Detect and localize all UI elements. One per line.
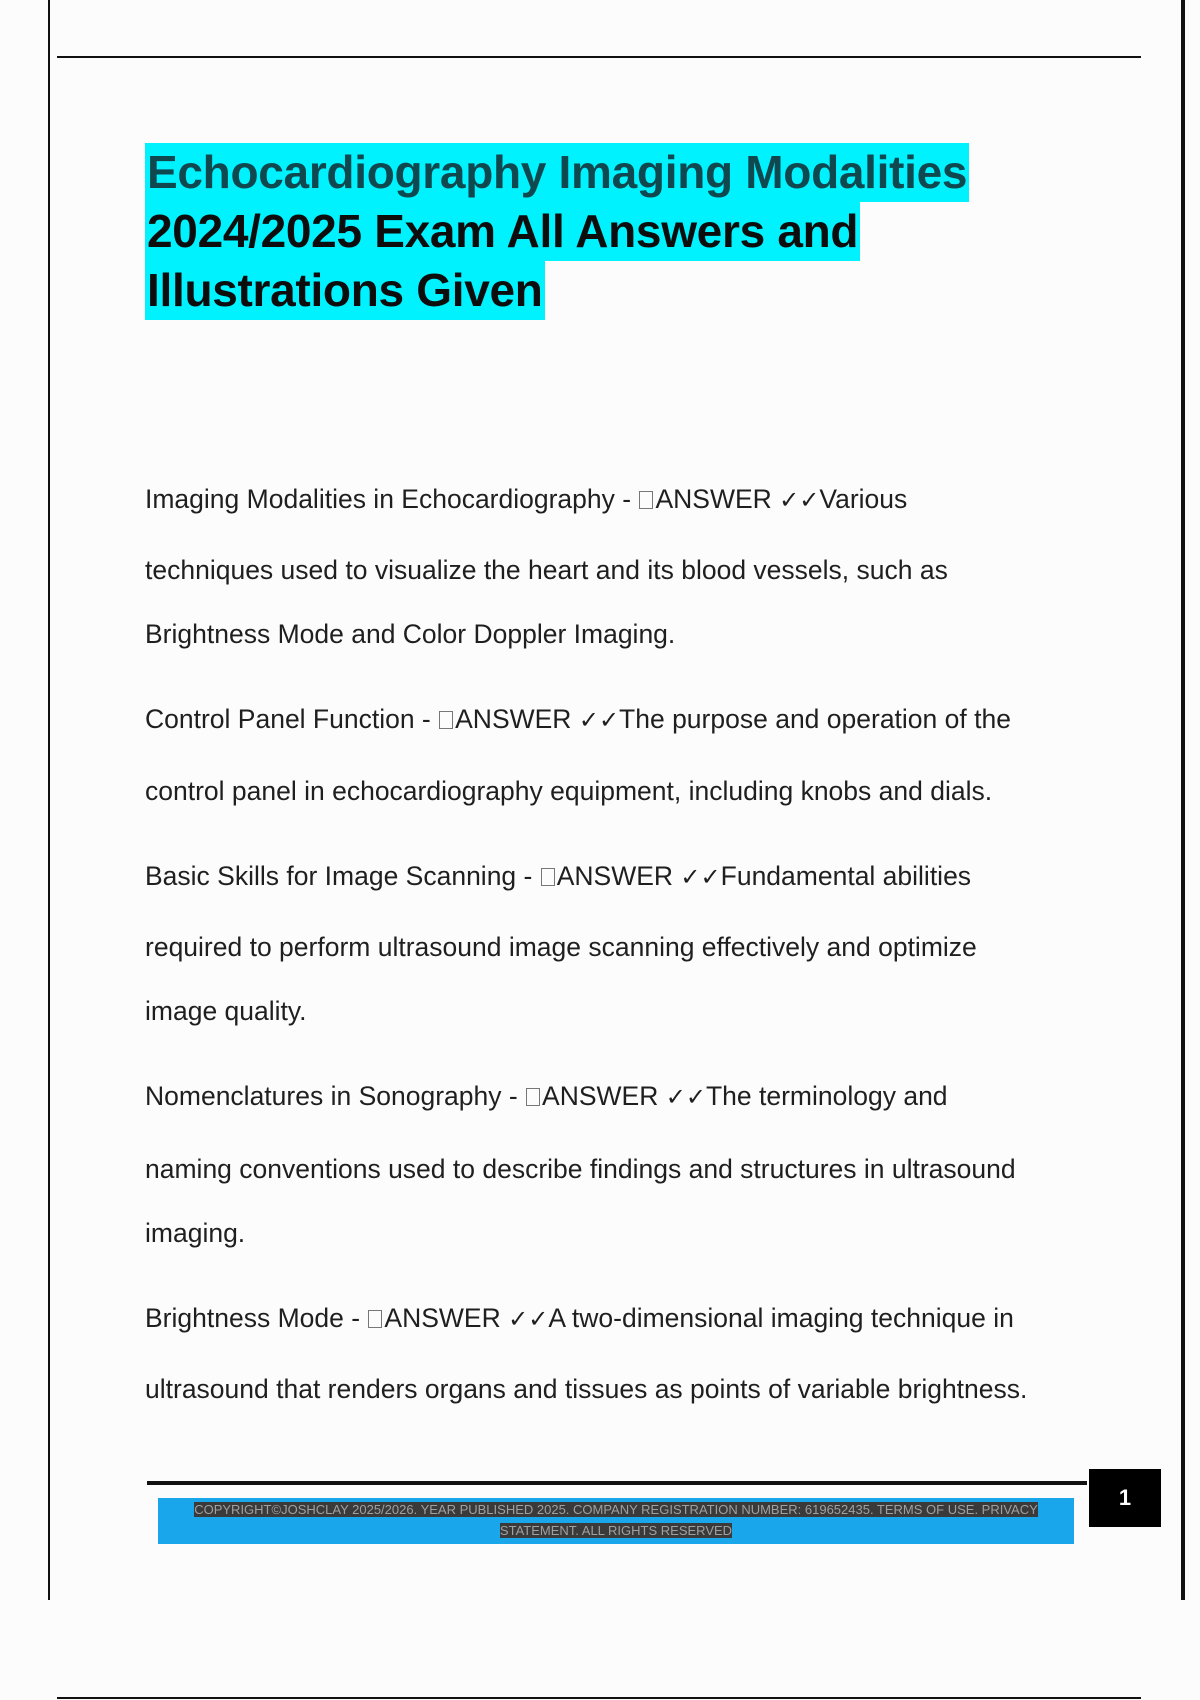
copyright-banner [158,1498,1074,1544]
qa-first-line [145,1303,1095,1335]
page-border-right [1181,0,1185,1600]
title-line-2: 2024/2025 Exam All Answers and [145,202,860,261]
qa-term: Control Panel Function - [145,704,439,734]
answer-label: ANSWER [542,1081,659,1111]
answer-label: ANSWER [384,1303,501,1333]
qa-answer-start: The purpose and operation of the [619,704,1011,734]
qa-line: required to perform ultrasound image scanning effectively and optimize [145,932,977,962]
qa-item [145,1081,1095,1248]
double-check-icon: ✓✓ [779,486,820,514]
document-title [145,143,1125,320]
qa-item [145,861,1095,1026]
answer-label: ANSWER [556,861,674,891]
qa-item [145,484,1095,649]
qa-line: naming conventions used to describe findings and structures in ultrasound [145,1154,1016,1184]
qa-line: ultrasound that renders organs and tissues as points of variable brightness. [145,1374,1028,1404]
next-page-rule [57,1697,1141,1699]
double-check-icon: ✓✓ [508,1305,549,1333]
qa-term: Nomenclatures in Sonography - [145,1081,526,1111]
missing-glyph-icon [368,1310,382,1328]
qa-line: control panel in echocardiography equipment, including knobs and dials. [145,776,993,806]
qa-line: image quality. [145,996,307,1026]
answer-label: ANSWER [655,484,772,514]
copyright-text-line-2: STATEMENT. ALL RIGHTS RESERVED [499,1523,733,1538]
missing-glyph-icon [526,1088,540,1106]
double-check-icon: ✓✓ [578,706,620,734]
answer-label: ANSWER [455,704,572,734]
title-line-1: Echocardiography Imaging Modalities [145,143,969,202]
qa-line: imaging. [145,1218,246,1248]
qa-first-line [145,704,1095,736]
missing-glyph-icon [439,711,453,729]
double-check-icon: ✓✓ [665,1083,706,1111]
missing-glyph-icon [541,868,555,886]
missing-glyph-icon [639,491,653,509]
qa-answer-start: Various [819,484,908,514]
qa-first-line [145,1081,1095,1113]
title-line-3: Illustrations Given [145,261,545,320]
page-number: 1 [1089,1469,1161,1527]
qa-first-line [145,484,1095,516]
qa-item [145,1303,1095,1404]
copyright-text-line-1: COPYRIGHT©JOSHCLAY 2025/2026. YEAR PUBLISHED 2025. COMPANY REGISTRATION NUMBER: 619652435. TERMS OF USE. PRIVACY [194,1502,1038,1517]
qa-answer-start: A two-dimensional imaging technique in [548,1303,1014,1333]
qa-answer-start: Fundamental abilities [720,861,972,891]
qa-item [145,704,1095,806]
qa-answer-start: The terminology and [705,1081,948,1111]
qa-term: Basic Skills for Image Scanning - [145,861,540,891]
qa-term: Imaging Modalities in Echocardiography - [145,484,639,514]
qa-term: Brightness Mode - [145,1303,368,1333]
page-border-left [48,0,50,1600]
double-check-icon: ✓✓ [680,863,721,891]
qa-line: techniques used to visualize the heart and its blood vessels, such as [145,555,948,585]
footer-rule [147,1481,1087,1485]
header-rule [57,56,1141,58]
qa-line: Brightness Mode and Color Doppler Imaging. [145,619,676,649]
qa-first-line [145,861,1095,893]
